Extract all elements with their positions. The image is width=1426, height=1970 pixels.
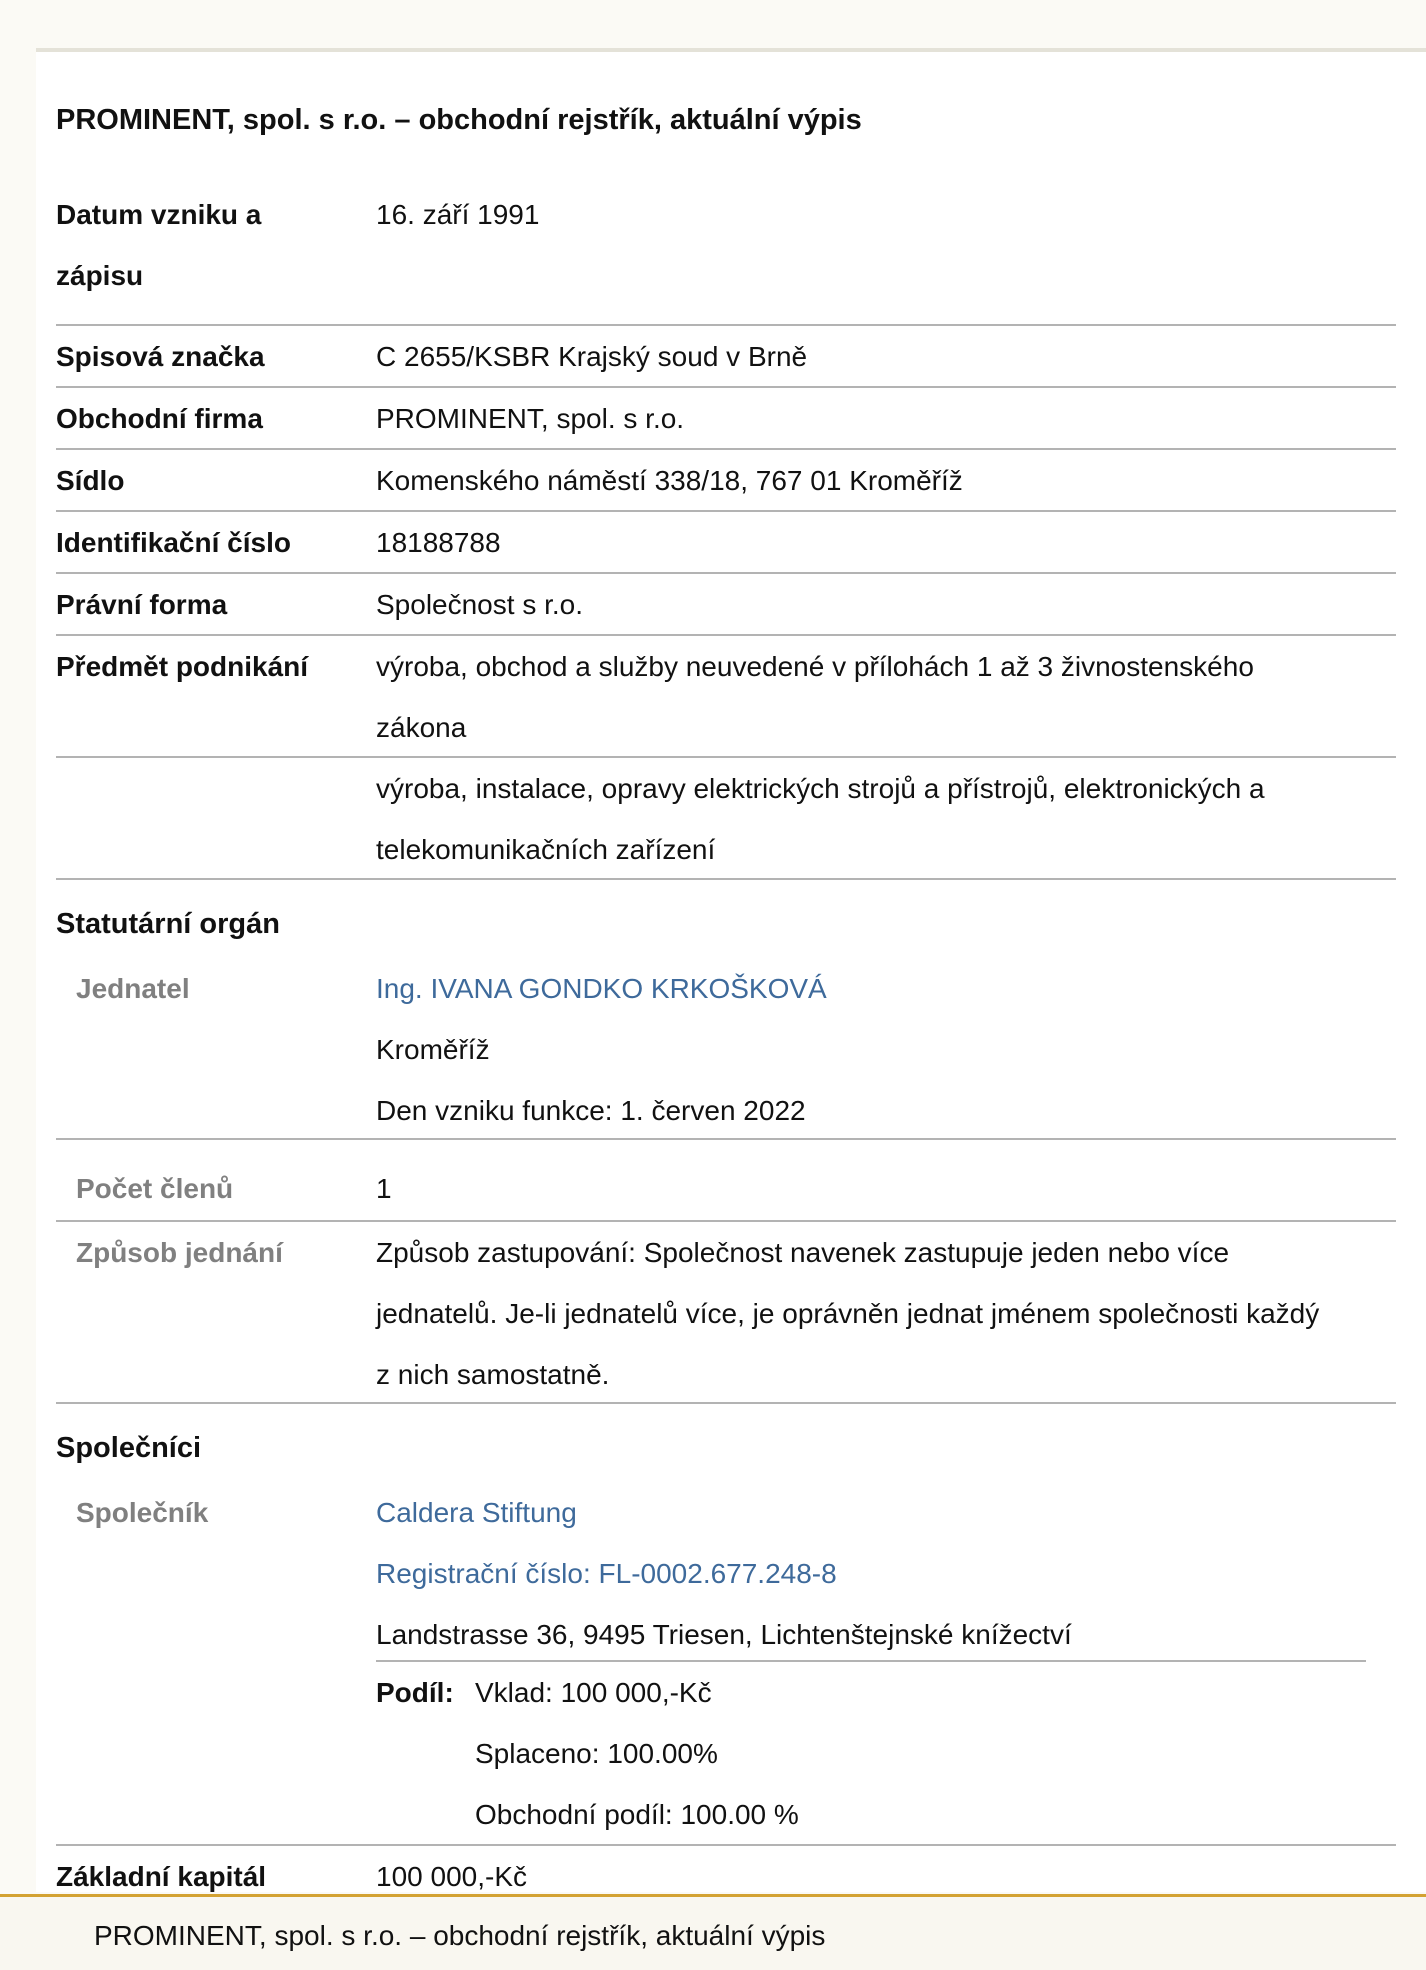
value-jednatel — [376, 958, 1396, 1141]
value-sidlo: Komenského náměstí 338/18, 767 01 Kroměříž — [376, 465, 963, 496]
predmet-2-line2: telekomunikačních zařízení — [376, 834, 716, 865]
label-datum-line2: zápisu — [56, 260, 144, 291]
row-spolecnik — [56, 1482, 1396, 1846]
label-identifikacni-cislo: Identifikační číslo — [56, 527, 291, 558]
value-identifikacni-cislo: 18188788 — [376, 527, 501, 558]
podil-vklad: Vklad: 100 000,-Kč — [475, 1677, 712, 1708]
value-predmet-podnikani-1 — [376, 636, 1396, 758]
value-datum-vzniku: 16. září 1991 — [376, 199, 540, 230]
row-zpusob-jednani — [56, 1222, 1396, 1404]
footer-text: PROMINENT, spol. s r.o. – obchodní rejstřík, aktuální výpis — [94, 1920, 826, 1951]
row-obchodni-firma — [56, 388, 1396, 450]
jednatel-city: Kroměříž — [376, 1034, 490, 1065]
jednatel-name-link[interactable]: Ing. IVANA GONDKO KRKOŠKOVÁ — [376, 973, 827, 1004]
label-predmet-podnikani: Předmět podnikání — [56, 651, 309, 682]
podil-values — [475, 1662, 799, 1845]
row-sidlo — [56, 450, 1396, 512]
zpusob-line2: jednatelů. Je-li jednatelů více, je oprávněn jednat jménem společnosti každý — [376, 1298, 1320, 1329]
label-pravni-forma: Právní forma — [56, 589, 228, 620]
row-jednatel — [56, 958, 1396, 1140]
value-zpusob-jednani — [376, 1222, 1396, 1405]
row-predmet-podnikani-2 — [56, 758, 1396, 880]
section-heading-statutarni-organ: Statutární orgán — [56, 908, 280, 940]
predmet-1-line2: zákona — [376, 712, 467, 743]
podil-obchodni: Obchodní podíl: 100.00 % — [475, 1799, 799, 1830]
row-identifikacni-cislo — [56, 512, 1396, 574]
spolecnik-name-link[interactable]: Caldera Stiftung — [376, 1497, 577, 1528]
row-predmet-podnikani — [56, 636, 1396, 758]
section-heading-spolecnici: Společníci — [56, 1432, 202, 1464]
spolecnik-address: Landstrasse 36, 9495 Triesen, Lichtenštejnské knížectví — [376, 1619, 1072, 1650]
row-spisova-znacka — [56, 326, 1396, 388]
value-predmet-podnikani-2 — [376, 758, 1396, 880]
spolecnik-reg-link[interactable]: Registrační číslo: FL-0002.677.248-8 — [376, 1558, 837, 1589]
label-spolecnik: Společník — [76, 1497, 209, 1528]
register-card — [36, 48, 1426, 1892]
value-pravni-forma: Společnost s r.o. — [376, 589, 584, 620]
row-pocet-clenu — [56, 1158, 1396, 1222]
label-datum-vzniku — [56, 184, 366, 306]
jednatel-since: Den vzniku funkce: 1. červen 2022 — [376, 1095, 806, 1126]
label-datum-line1: Datum vzniku a — [56, 199, 262, 230]
label-sidlo: Sídlo — [56, 465, 125, 496]
value-spisova-znacka: C 2655/KSBR Krajský soud v Brně — [376, 341, 808, 372]
value-zakladni-kapital: 100 000,-Kč — [376, 1861, 527, 1892]
row-pravni-forma — [56, 574, 1396, 636]
zpusob-line3: z nich samostatně. — [376, 1359, 610, 1390]
value-spolecnik — [376, 1482, 1396, 1665]
label-zakladni-kapital: Základní kapitál — [56, 1861, 267, 1892]
podil-label: Podíl: — [376, 1677, 454, 1708]
podil-splaceno: Splaceno: 100.00% — [475, 1738, 718, 1769]
predmet-1-line1: výroba, obchod a služby neuvedené v přílohách 1 až 3 živnostenského — [376, 651, 1254, 682]
label-spisova-znacka: Spisová značka — [56, 341, 265, 372]
zpusob-line1: Způsob zastupování: Společnost navenek zastupuje jeden nebo více — [376, 1237, 1230, 1268]
footer — [0, 1897, 1426, 1970]
page-title: PROMINENT, spol. s r.o. – obchodní rejstřík, aktuální výpis — [56, 104, 862, 136]
value-obchodni-firma: PROMINENT, spol. s r.o. — [376, 403, 685, 434]
value-pocet-clenu: 1 — [376, 1173, 392, 1204]
predmet-2-line1: výroba, instalace, opravy elektrických strojů a přístrojů, elektronických a — [376, 773, 1265, 804]
label-obchodni-firma: Obchodní firma — [56, 403, 263, 434]
label-jednatel: Jednatel — [76, 973, 190, 1004]
label-zpusob-jednani: Způsob jednání — [76, 1237, 283, 1268]
row-datum-vzniku — [56, 184, 1396, 326]
label-pocet-clenu: Počet členů — [76, 1173, 234, 1204]
